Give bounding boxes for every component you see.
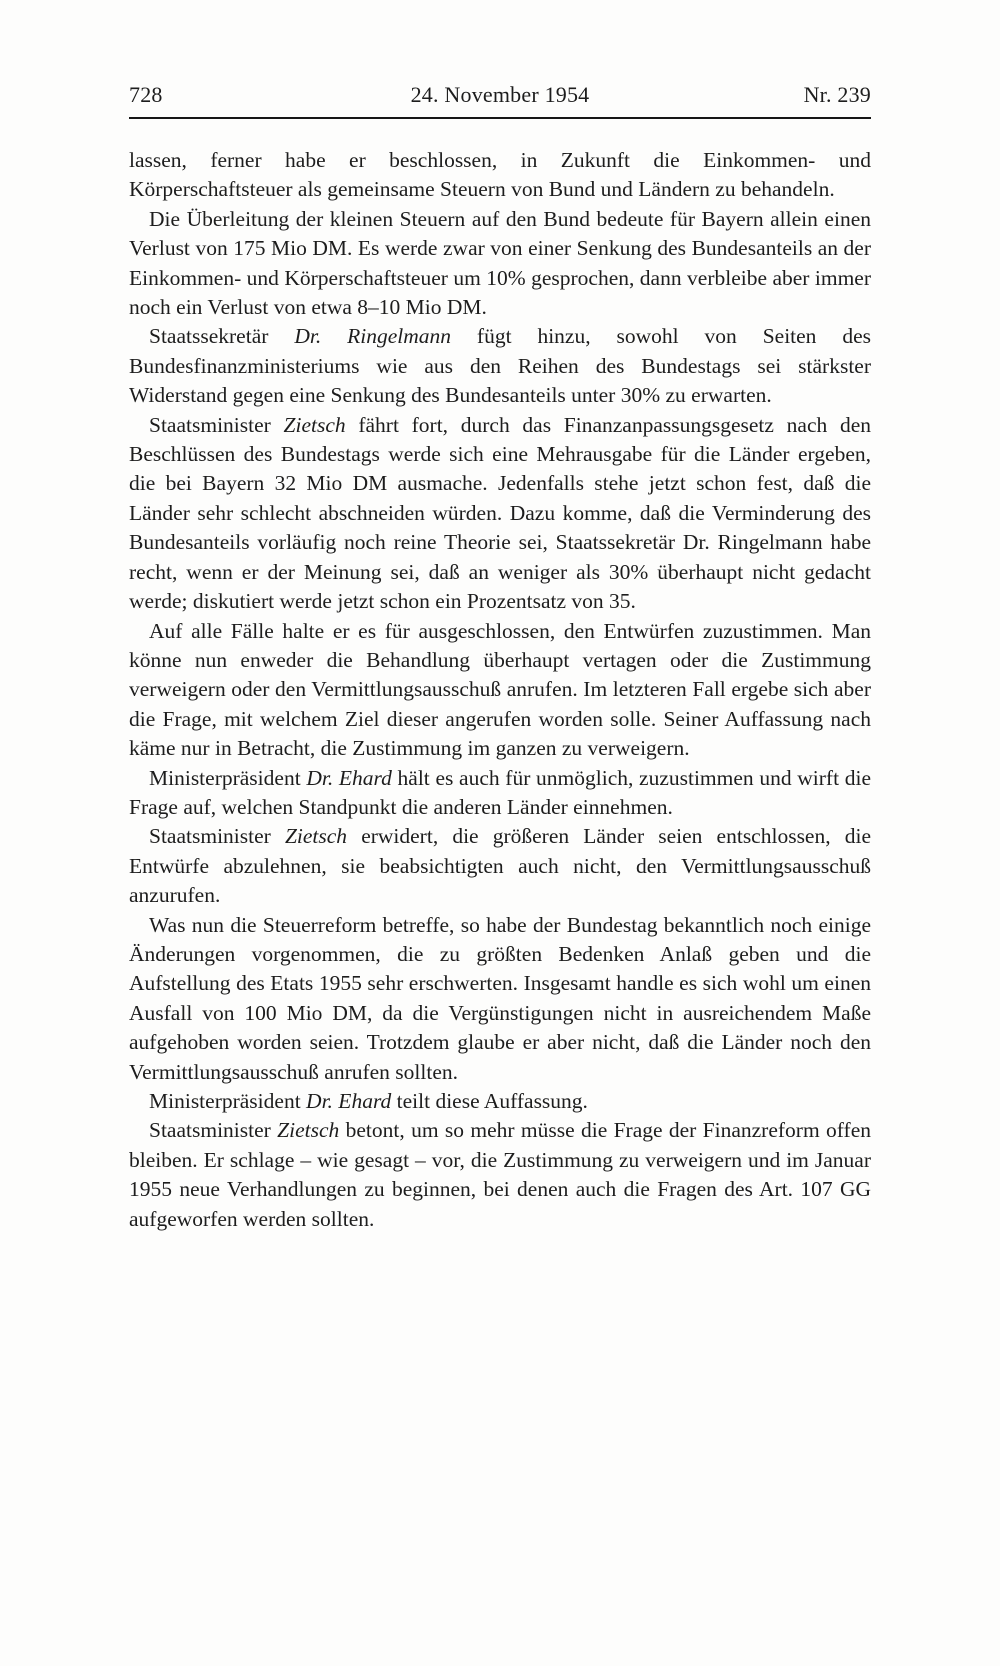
paragraph: Staatssekretär Dr. Ringelmann fügt hinzu, sowohl von Seiten des Bundesfinanzministeriums wie aus den Reihen des Bundestags sei stärkster Widerstand gegen eine Senkung des Bundesanteils unter 30% zu erwarten. — [129, 324, 871, 408]
speaker-name: Zietsch — [283, 412, 346, 437]
paragraph: Staatsminister Zietsch fährt fort, durch das Finanzanpassungsgesetz nach den Beschlüssen des Bundestags werde sich eine Mehrausgabe für die Länder ergeben, die bei Bayern 32 Mio DM ausmache. Jedenfalls stehe jetzt schon fest, daß die Länder sehr schlecht abschneiden würden. Dazu komme, daß die Verminderung des Bundesanteils vorläufig noch reine Theorie sei, Staatssekretär Dr. Ringelmann habe recht, wenn er der Meinung sei, daß an weniger als 30% überhaupt nicht gedacht werde; diskutiert werde jetzt schon ein Prozentsatz von 35. — [129, 412, 871, 614]
paragraph: Ministerpräsident Dr. Ehard hält es auch für unmöglich, zuzustimmen und wirft die Frage auf, welchen Standpunkt die anderen Länder einnehmen. — [129, 765, 871, 819]
paragraph: lassen, ferner habe er beschlossen, in Zukunft die Einkommen- und Körperschaftsteuer als gemeinsame Steuern von Bund und Ländern zu behandeln. — [129, 148, 871, 202]
paragraph: Ministerpräsident Dr. Ehard teilt diese Auffassung. — [149, 1089, 588, 1113]
issue-number: Nr. 239 — [803, 82, 871, 107]
speaker-name: Zietsch — [284, 824, 348, 849]
speaker-name: Dr. Ringelmann — [294, 324, 452, 349]
paragraph: Auf alle Fälle halte er es für ausgeschlossen, den Entwürfen zuzustimmen. Man könne nun enweder die Behandlung überhaupt vertagen oder die Zustimmung verweigern oder den Vermittlungsausschuß anrufen. Im letzteren Fall ergebe sich aber die Frage, mit welchem Ziel dieser angerufen worden solle. Seiner Auffassung nach käme nur in Betracht, die Zustimmung im ganzen zu verweigern. — [129, 618, 871, 761]
page-header — [129, 82, 871, 119]
speaker-name: Dr. Ehard — [306, 765, 392, 790]
speaker-name: Zietsch — [277, 1118, 340, 1143]
paragraph: Was nun die Steuerreform betreffe, so habe der Bundestag bekanntlich noch einige Änderungen vorgenommen, die zu größten Bedenken Anlaß geben und die Aufstellung des Etats 1955 sehr erschwerten. Insgesamt handle es sich wohl um einen Ausfall von 100 Mio DM, da die Vergünstigungen nicht in ausreichendem Maße aufgehoben worden seien. Trotzdem glaube er aber nicht, daß die Länder noch den Vermittlungsausschuß anrufen sollten. — [129, 912, 871, 1084]
paragraph: Die Überleitung der kleinen Steuern auf den Bund bedeute für Bayern allein einen Verlust von 175 Mio DM. Es werde zwar von einer Senkung des Bundesanteils an der Einkommen- und Körperschaftsteuer um 10% gesprochen, dann verbleibe aber immer noch ein Verlust von etwa 8–10 Mio DM. — [129, 206, 871, 320]
header-date: 24. November 1954 — [410, 82, 590, 107]
page-number: 728 — [129, 82, 163, 107]
speaker-name: Dr. Ehard — [306, 1089, 392, 1113]
paragraph: Staatsminister Zietsch betont, um so mehr müsse die Frage der Finanzreform offen bleiben. Er schlage – wie gesagt – vor, die Zustimmung zu verweigern und im Januar 1955 neue Verhandlungen zu beginnen, bei denen auch die Fragen des Art. 107 GG aufgeworfen werden sollten. — [129, 1118, 871, 1231]
paragraph: Staatsminister Zietsch erwidert, die größeren Länder seien entschlossen, die Entwürfe abzulehnen, sie beabsichtigten auch nicht, den Vermittlungsausschuß anzurufen. — [129, 824, 871, 908]
page-body — [129, 146, 871, 1234]
